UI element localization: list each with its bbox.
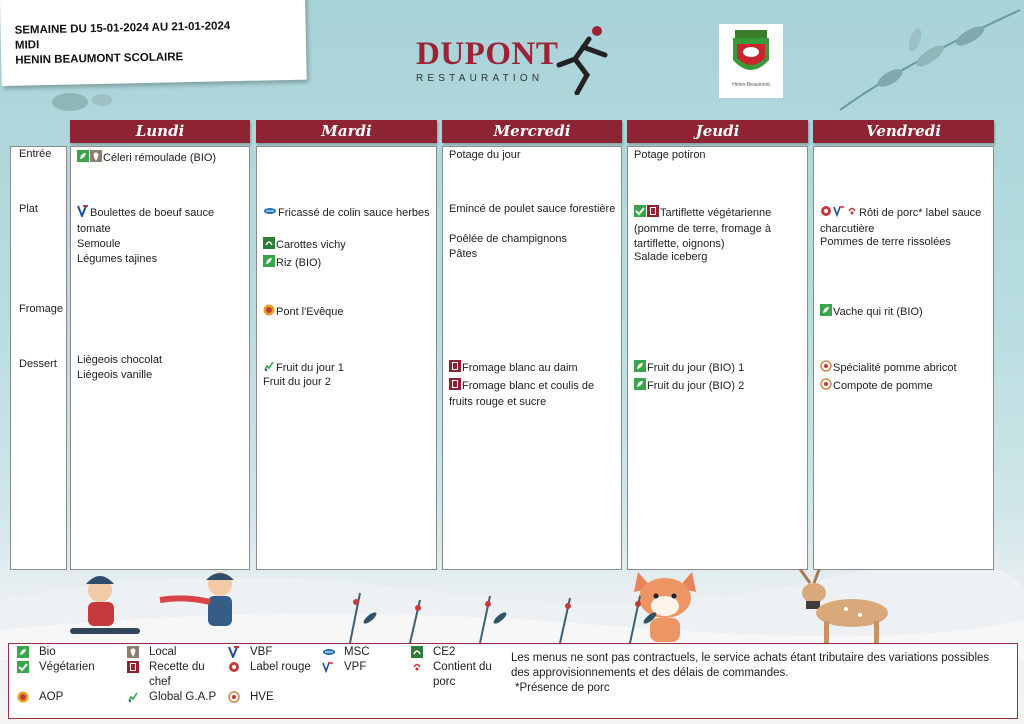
row-labels-column: [10, 146, 67, 570]
menu-item: [263, 304, 432, 321]
day-header-lundi: Lundi: [70, 120, 250, 143]
legend-label: Contient du porc: [433, 661, 492, 688]
legend-item-msc: [322, 645, 402, 660]
hve-icon: [820, 360, 832, 377]
row-label-plat: Plat: [19, 203, 38, 215]
menu-item-label: Légumes tajines: [77, 253, 158, 265]
legend-label: VBF: [250, 646, 273, 658]
legend-item-local: [127, 645, 227, 660]
legend-box: [8, 643, 1018, 719]
legend-item-ce2: [411, 645, 506, 660]
menu-item-label: Fruit du jour 2: [263, 376, 331, 388]
recette-icon: [127, 661, 139, 678]
legend-item-vpf: [322, 660, 402, 675]
recette-icon: [647, 205, 659, 222]
menu-item-label: Liégeois chocolat: [77, 354, 163, 366]
legend-label: Label rouge: [250, 661, 311, 673]
day-header-mardi: Mardi: [256, 120, 437, 143]
legend-label: Bio: [39, 646, 56, 658]
menu-item-label: Rôti de porc* label sauce charcutière: [820, 207, 982, 235]
menu-item: [449, 378, 617, 410]
menu-item-label: Salade iceberg: [634, 251, 708, 263]
legend-item-recette: [127, 660, 227, 690]
site-label: HENIN BEAUMONT SCOLAIRE: [15, 51, 184, 67]
label-rouge-icon: [228, 661, 240, 678]
hve-icon: [820, 378, 832, 395]
menu-item: [634, 148, 803, 163]
legend-label: VPF: [344, 661, 367, 673]
children-sled-illustration: [60, 570, 260, 645]
menu-item: [77, 368, 245, 383]
bio-icon: [820, 304, 832, 321]
menu-item: [77, 237, 245, 252]
legend-item-porc: [411, 660, 506, 690]
menu-item: [820, 235, 989, 250]
menu-item-label: Fruit du jour (BIO) 1: [647, 362, 745, 374]
legend-item-aop: [17, 690, 127, 705]
menu-item: [77, 150, 245, 167]
leaf-decoration: [10, 80, 130, 120]
bio-icon: [77, 150, 89, 167]
day-header-mercredi: Mercredi: [442, 120, 622, 143]
berry-branches-decoration: [330, 588, 710, 643]
bio-icon: [634, 360, 646, 377]
row-label-entree: Entrée: [19, 148, 52, 160]
aop-icon: [263, 304, 275, 321]
aop-icon: [17, 691, 29, 708]
menu-item-label: Liégeois vanille: [77, 369, 153, 381]
legend-label: Local: [149, 646, 177, 658]
crest-shield-icon: [719, 24, 783, 82]
legend-label: Végétarien: [39, 661, 95, 673]
meal-label: MIDI: [14, 39, 40, 52]
day-column-vendredi: [813, 146, 994, 570]
vegetarien-icon: [17, 661, 29, 678]
day-column-lundi: [70, 146, 250, 570]
menu-item-label: Fruit du jour (BIO) 2: [647, 380, 745, 392]
menu-item-label: Fricassé de colin sauce herbes: [278, 207, 430, 219]
vpf-icon: [833, 205, 845, 222]
menu-item-label: Compote de pomme: [833, 380, 933, 392]
menu-item-label: Emincé de poulet sauce forestière: [449, 203, 616, 215]
menu-item-label: Pont l'Evêque: [276, 306, 344, 318]
legend-item-vegetarien: [17, 660, 127, 675]
menu-item: [77, 205, 245, 237]
legend-item-bio: [17, 645, 127, 660]
legend-item-label-rouge: [228, 660, 318, 675]
menu-item-label: Fromage blanc et coulis de fruits rouge et sucre: [449, 380, 595, 408]
day-header-jeudi: Jeudi: [627, 120, 808, 143]
disclaimer-note: Les menus ne sont pas contractuels, le service achats étant tributaire des variations possibles des approvisionnements et des délais de commandes.: [511, 652, 990, 679]
menu-item-label: Pâtes: [449, 248, 478, 260]
day-column-mardi: [256, 146, 437, 570]
menu-item-label: Vache qui rit (BIO): [833, 306, 923, 318]
runner-logo-icon: [553, 25, 613, 95]
menu-item-label: Fromage blanc au daim: [462, 362, 578, 374]
legend-item-hve: [228, 690, 318, 705]
crest-caption: Hénin-Beaumont: [732, 82, 770, 88]
menu-item-label: Potage du jour: [449, 149, 521, 161]
local-icon: [90, 150, 102, 167]
porc-icon: [411, 661, 423, 678]
legend-label: HVE: [250, 691, 274, 703]
menu-item: [449, 232, 617, 247]
day-header-vendredi: Vendredi: [813, 120, 994, 143]
menu-item: [77, 252, 245, 267]
leaf-branch-decoration: [820, 0, 1024, 120]
row-label-dessert: Dessert: [19, 358, 57, 370]
menu-item: [263, 255, 432, 272]
day-column-mercredi: [442, 146, 622, 570]
menu-item: [820, 360, 989, 377]
row-label-fromage: Fromage: [19, 303, 64, 315]
legend-label: CE2: [433, 646, 456, 658]
menu-item: [449, 148, 617, 163]
legend-item-vbf: [228, 645, 318, 660]
menu-item: [634, 205, 803, 252]
menu-item: [263, 375, 432, 390]
vpf-icon: [322, 661, 334, 678]
menu-item-label: Spécialité pomme abricot: [833, 362, 957, 374]
vegetarien-icon: [634, 205, 646, 222]
recette-icon: [449, 378, 461, 395]
legend-label: AOP: [39, 691, 64, 703]
menu-item: [820, 205, 989, 237]
menu-item: [820, 304, 989, 321]
menu-item-label: Poêlée de champignons: [449, 233, 568, 245]
menu-item: [449, 202, 617, 217]
global-gap-icon: [127, 691, 139, 708]
menu-item: [263, 205, 432, 222]
recette-icon: [449, 360, 461, 377]
menu-item: [634, 378, 803, 395]
vbf-icon: [77, 205, 89, 222]
henin-beaumont-crest: [719, 24, 783, 98]
menu-item-label: Fruit du jour 1: [276, 362, 344, 374]
pork-footnote: *Présence de porc: [515, 682, 610, 694]
legend-label: MSC: [344, 646, 370, 658]
week-label: SEMAINE DU 15-01-2024 AU 21-01-2024: [14, 20, 231, 37]
menu-item-label: Carottes vichy: [276, 239, 346, 251]
label-rouge-icon: [820, 205, 832, 222]
menu-item: [634, 250, 803, 265]
menu-item-label: Potage potiron: [634, 149, 706, 161]
menu-item: [263, 237, 432, 254]
legend-label: Recette du chef: [149, 661, 205, 688]
menu-item-label: Pommes de terre rissolées: [820, 236, 951, 248]
bio-icon: [634, 378, 646, 395]
menu-item: [77, 353, 245, 368]
hve-icon: [228, 691, 240, 708]
menu-header-card: [0, 0, 307, 86]
menu-item: [449, 247, 617, 262]
day-column-jeudi: [627, 146, 808, 570]
brand-subtitle: RESTAURATION: [416, 73, 544, 84]
porc-icon: [846, 205, 858, 222]
msc-icon: [263, 205, 277, 222]
menu-item-label: Semoule: [77, 238, 121, 250]
bio-icon: [263, 255, 275, 272]
menu-item-label: Tartiflette végétarienne (pomme de terre, fromage à tartiflette, oignons): [634, 207, 772, 250]
menu-item: [634, 360, 803, 377]
menu-item-label: Céleri rémoulade (BIO): [103, 152, 217, 164]
menu-item-label: Riz (BIO): [276, 257, 322, 269]
legend-item-global-gap: [127, 690, 237, 705]
dupont-logo: [413, 25, 613, 95]
deer-illustration: [790, 565, 900, 645]
menu-item: [449, 360, 617, 377]
menu-item: [820, 378, 989, 395]
legend-label: Global G.A.P: [149, 691, 217, 703]
ce2-icon: [263, 237, 275, 254]
brand-name: DUPONT: [416, 36, 559, 72]
menu-item-label: Boulettes de boeuf sauce tomate: [77, 207, 215, 235]
